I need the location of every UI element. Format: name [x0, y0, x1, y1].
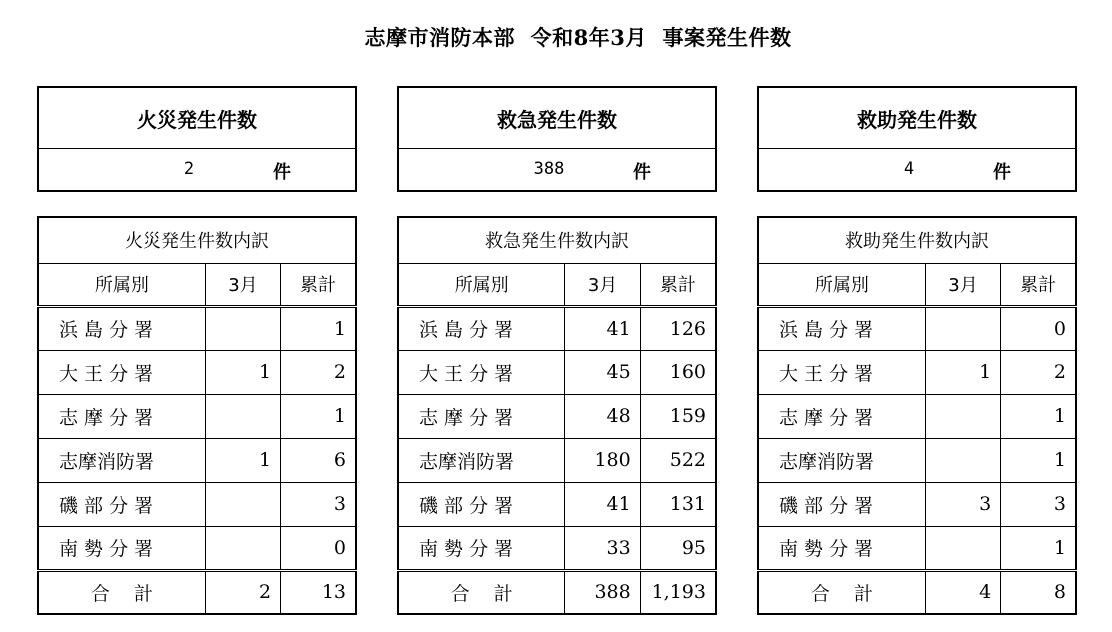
month-count	[205, 482, 280, 526]
station-name: 磯 部 分 署	[38, 482, 205, 526]
cumulative-count: 522	[640, 438, 716, 482]
month-count: 45	[565, 350, 640, 394]
station-name: 志 摩 分 署	[758, 394, 925, 438]
table-row	[38, 438, 356, 482]
total-label: 合 計	[758, 570, 925, 614]
fire-summary-box	[37, 86, 357, 192]
fire-breakdown-table	[37, 216, 357, 615]
fire-summary-value: 2	[183, 159, 195, 179]
cumulative-count: 0	[1001, 306, 1076, 350]
station-name: 志摩消防署	[38, 438, 205, 482]
total-month-count: 2	[205, 570, 280, 614]
total-label: 合 計	[398, 570, 565, 614]
station-name: 磯 部 分 署	[758, 482, 925, 526]
table-row	[38, 306, 356, 350]
month-count	[925, 438, 1000, 482]
cumulative-count: 1	[281, 394, 356, 438]
rescue-summary-label: 救助発生件数	[759, 88, 1075, 149]
station-name: 南 勢 分 署	[398, 526, 565, 570]
table-caption: 救助発生件数内訳	[758, 217, 1076, 263]
ambulance-summary-unit: 件	[633, 162, 651, 183]
cumulative-count: 0	[281, 526, 356, 570]
cumulative-count: 160	[640, 350, 716, 394]
table-row	[38, 394, 356, 438]
station-name: 志摩消防署	[758, 438, 925, 482]
station-name: 志 摩 分 署	[398, 394, 565, 438]
rescue-summary-value: 4	[903, 159, 915, 179]
cumulative-count: 1	[281, 306, 356, 350]
month-count: 180	[565, 438, 640, 482]
station-name: 大 王 分 署	[758, 350, 925, 394]
column-header: 累計	[281, 263, 356, 306]
column-header: 累計	[1001, 263, 1076, 306]
month-count	[205, 526, 280, 570]
station-name: 南 勢 分 署	[758, 526, 925, 570]
cumulative-count: 3	[281, 482, 356, 526]
ambulance-breakdown-table	[397, 216, 717, 615]
month-count	[925, 394, 1000, 438]
column-header: 所属別	[758, 263, 925, 306]
cumulative-count: 3	[1001, 482, 1076, 526]
table-row	[38, 526, 356, 570]
total-month-count: 4	[925, 570, 1000, 614]
table-row	[398, 526, 716, 570]
cumulative-count: 1	[1001, 438, 1076, 482]
station-name: 大 王 分 署	[398, 350, 565, 394]
month-count: 3	[925, 482, 1000, 526]
month-count: 41	[565, 306, 640, 350]
cumulative-count: 126	[640, 306, 716, 350]
cumulative-count: 159	[640, 394, 716, 438]
station-name: 磯 部 分 署	[398, 482, 565, 526]
month-count: 1	[205, 438, 280, 482]
table-row	[398, 306, 716, 350]
total-month-count: 388	[565, 570, 640, 614]
month-count	[205, 394, 280, 438]
ambulance-summary-value: 388	[533, 159, 565, 179]
table-row	[398, 438, 716, 482]
cumulative-count: 1	[1001, 394, 1076, 438]
cumulative-count: 2	[281, 350, 356, 394]
station-name: 大 王 分 署	[38, 350, 205, 394]
total-cumulative-count: 13	[281, 570, 356, 614]
total-label: 合 計	[38, 570, 205, 614]
fire-summary-unit: 件	[273, 162, 291, 183]
column-header: 所属別	[398, 263, 565, 306]
fire-summary-label: 火災発生件数	[39, 88, 355, 149]
month-count	[925, 306, 1000, 350]
month-count: 33	[565, 526, 640, 570]
rescue-summary-box	[757, 86, 1077, 192]
station-name: 浜 島 分 署	[38, 306, 205, 350]
table-row	[398, 350, 716, 394]
month-count	[205, 306, 280, 350]
table-row	[38, 482, 356, 526]
station-name: 志 摩 分 署	[38, 394, 205, 438]
total-row	[398, 570, 716, 614]
column-header: 3月	[565, 263, 640, 306]
month-count: 1	[205, 350, 280, 394]
total-cumulative-count: 8	[1001, 570, 1076, 614]
station-name: 志摩消防署	[398, 438, 565, 482]
column-header: 3月	[925, 263, 1000, 306]
table-row	[398, 394, 716, 438]
rescue-summary-unit: 件	[993, 162, 1011, 183]
table-row	[758, 438, 1076, 482]
station-name: 浜 島 分 署	[398, 306, 565, 350]
table-row	[758, 306, 1076, 350]
ambulance-summary-label: 救急発生件数	[399, 88, 715, 149]
table-row	[758, 350, 1076, 394]
column-header: 累計	[640, 263, 716, 306]
table-caption: 火災発生件数内訳	[38, 217, 356, 263]
table-row	[398, 482, 716, 526]
page-title: 志摩市消防本部 令和8年3月 事案発生件数	[364, 25, 792, 50]
month-count: 1	[925, 350, 1000, 394]
month-count	[925, 526, 1000, 570]
cumulative-count: 95	[640, 526, 716, 570]
station-name: 南 勢 分 署	[38, 526, 205, 570]
station-name: 浜 島 分 署	[758, 306, 925, 350]
cumulative-count: 6	[281, 438, 356, 482]
table-row	[758, 394, 1076, 438]
cumulative-count: 131	[640, 482, 716, 526]
table-row	[758, 526, 1076, 570]
ambulance-summary-box	[397, 86, 717, 192]
total-cumulative-count: 1,193	[640, 570, 716, 614]
table-caption: 救急発生件数内訳	[398, 217, 716, 263]
total-row	[38, 570, 356, 614]
table-row	[758, 482, 1076, 526]
column-header: 3月	[205, 263, 280, 306]
total-row	[758, 570, 1076, 614]
rescue-breakdown-table	[757, 216, 1077, 615]
month-count: 41	[565, 482, 640, 526]
cumulative-count: 2	[1001, 350, 1076, 394]
table-row	[38, 350, 356, 394]
column-header: 所属別	[38, 263, 205, 306]
cumulative-count: 1	[1001, 526, 1076, 570]
month-count: 48	[565, 394, 640, 438]
